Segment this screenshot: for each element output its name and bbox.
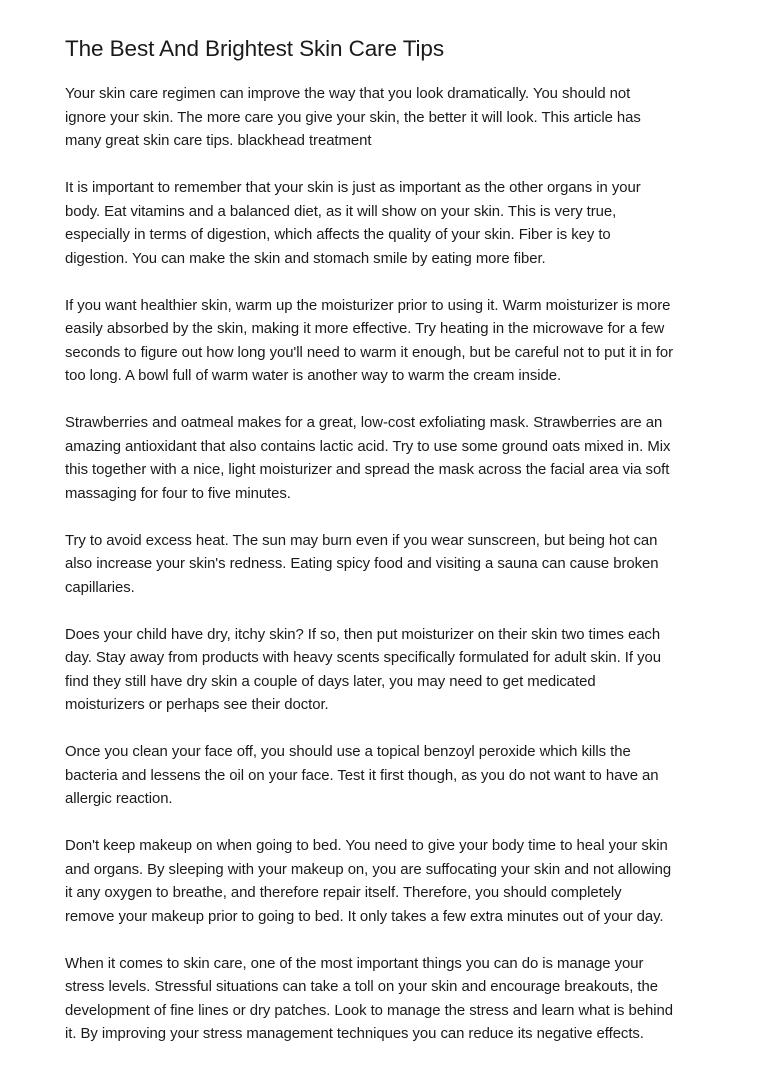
paragraph-line: too long. A bowl full of warm water is another way to warm the cream inside. <box>65 368 562 384</box>
paragraph <box>65 530 715 601</box>
paragraph-line: massaging for four to five minutes. <box>65 485 291 502</box>
paragraph-line: stress levels. Stressful situations can take a toll on your skin and encourage breakouts, the <box>65 979 658 995</box>
paragraph-line: bacteria and lessens the oil on your face. Test it first though, as you do not want to have an <box>65 767 659 784</box>
paragraph-line: moisturizers or perhaps see their doctor. <box>65 697 329 713</box>
paragraph-line: ignore your skin. The more care you give your skin, the better it will look. This article has <box>65 109 641 126</box>
paragraph <box>65 412 715 506</box>
paragraph-line: If you want healthier skin, warm up the moisturizer prior to using it. Warm moisturizer is more <box>65 297 671 314</box>
paragraph <box>65 741 715 812</box>
paragraph-line: It is important to remember that your skin is just as important as the other organs in your <box>65 180 641 196</box>
paragraph-line: it any oxygen to breathe, and therefore repair itself. Therefore, you should completely <box>65 885 622 901</box>
paragraph-line: digestion. You can make the skin and stomach smile by eating more fiber. <box>65 250 546 267</box>
paragraph-line: remove your makeup prior to going to bed. It only takes a few extra minutes out of your day. <box>65 908 664 925</box>
paragraph-line: allergic reaction. <box>65 791 173 807</box>
paragraph-line: seconds to figure out how long you'll need to warm it enough, but be careful not to put it in for <box>65 344 674 361</box>
page-title: The Best And Brightest Skin Care Tips <box>65 36 444 61</box>
document-body <box>65 83 715 1047</box>
paragraph-line: Strawberries and oatmeal makes for a great, low-cost exfoliating mask. Strawberries are an <box>65 415 663 431</box>
paragraph-line: also increase your skin's redness. Eating spicy food and visiting a sauna can cause broken <box>65 556 659 572</box>
paragraph <box>65 177 715 271</box>
paragraph-line: Does your child have dry, itchy skin? If so, then put moisturizer on their skin two times each <box>65 626 661 643</box>
paragraph-line: capillaries. <box>65 579 135 596</box>
paragraph-line: Once you clean your face off, you should use a topical benzoyl peroxide which kills the <box>65 744 631 760</box>
paragraph-line: Try to avoid excess heat. The sun may burn even if you wear sunscreen, but being hot can <box>65 532 658 549</box>
paragraph <box>65 835 715 929</box>
paragraph <box>65 953 715 1047</box>
paragraph <box>65 83 715 154</box>
paragraph-line: find they still have dry skin a couple of days later, you may need to get medicated <box>65 673 596 690</box>
paragraph-line: When it comes to skin care, one of the most important things you can do is manage your <box>65 955 644 972</box>
paragraph-line: day. Stay away from products with heavy scents specifically formulated for adult skin. If you <box>65 650 661 666</box>
paragraph-line: Your skin care regimen can improve the way that you look dramatically. You should not <box>65 86 631 102</box>
paragraph-line: easily absorbed by the skin, making it more effective. Try heating in the microwave for a few <box>65 321 665 337</box>
paragraph-line: this together with a nice, light moisturizer and spread the mask across the facial area via soft <box>65 462 670 478</box>
paragraph-line: many great skin care tips. blackhead treatment <box>65 133 372 149</box>
paragraph-line: Don't keep makeup on when going to bed. You need to give your body time to heal your skin <box>65 838 668 854</box>
paragraph-line: it. By improving your stress management techniques you can reduce its negative effects. <box>65 1026 644 1042</box>
document-page <box>65 34 715 1070</box>
paragraph-line: and organs. By sleeping with your makeup on, you are suffocating your skin and not allowing <box>65 861 672 878</box>
paragraph <box>65 624 715 718</box>
paragraph-line: development of fine lines or dry patches. Look to manage the stress and learn what is behind <box>65 1002 673 1019</box>
paragraph <box>65 295 715 389</box>
paragraph-line: amazing antioxidant that also contains lactic acid. Try to use some ground oats mixed in. Mix <box>65 438 671 455</box>
paragraph-line: body. Eat vitamins and a balanced diet, as it will show on your skin. This is very true, <box>65 203 617 220</box>
paragraph-line: especially in terms of digestion, which affects the quality of your skin. Fiber is key to <box>65 227 611 243</box>
